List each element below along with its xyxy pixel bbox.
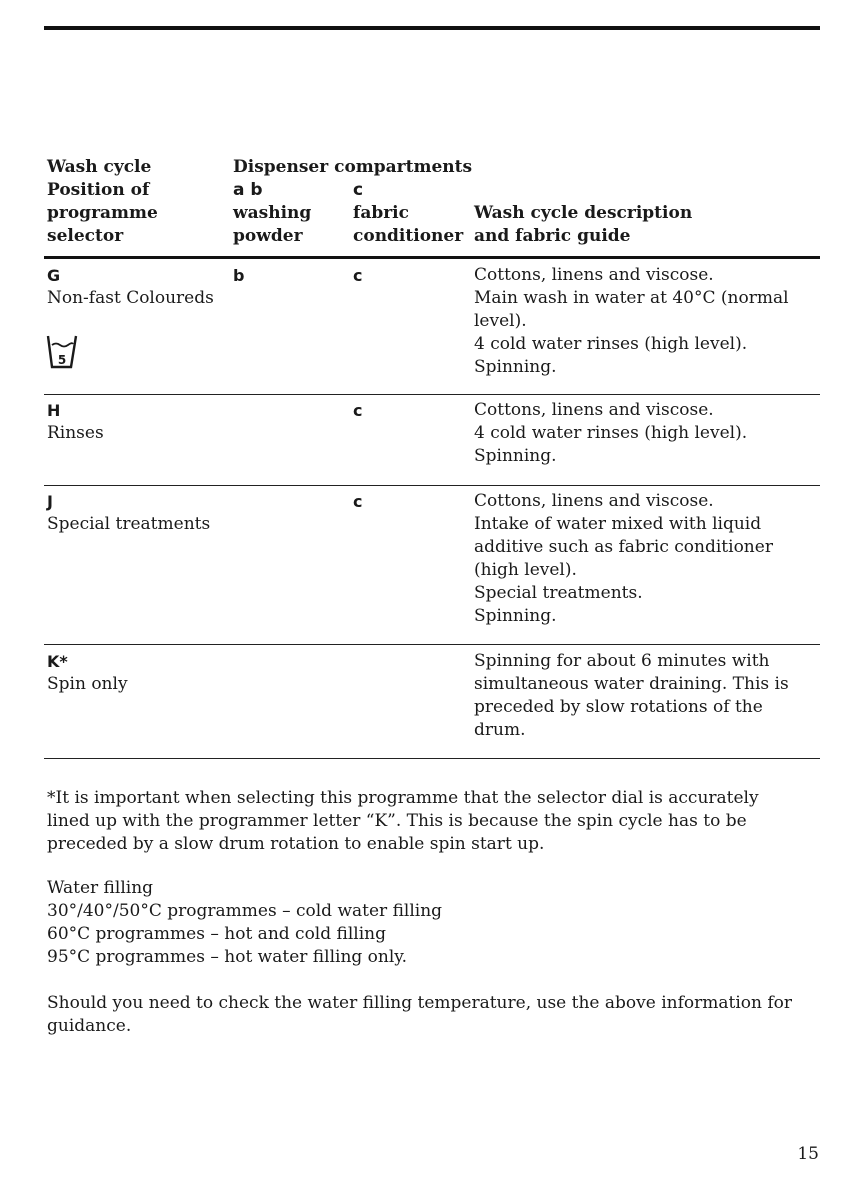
description-line: Spinning. bbox=[474, 446, 557, 466]
footnote-line: *It is important when selecting this programme that the selector dial is accurately bbox=[47, 788, 759, 808]
row-j-description bbox=[474, 490, 773, 628]
header-line: a b bbox=[233, 180, 263, 200]
header-col-position bbox=[47, 156, 158, 248]
programme-letter: G bbox=[47, 266, 61, 285]
programme-name: Non-fast Coloureds bbox=[47, 288, 214, 308]
water-filling-line: 95°C programmes – hot water filling only. bbox=[47, 947, 408, 967]
compartment-c: c bbox=[353, 492, 363, 511]
header-line: fabric bbox=[353, 203, 409, 223]
header-line: powder bbox=[233, 226, 303, 246]
header-line: c bbox=[353, 180, 364, 200]
header-line: Dispenser compartments bbox=[233, 157, 473, 177]
header-col-desc bbox=[474, 202, 692, 248]
header-col-ab bbox=[233, 179, 311, 248]
programme-letter: H bbox=[47, 401, 61, 420]
description-line: Cottons, linens and viscose. bbox=[474, 265, 714, 285]
row-j-c bbox=[353, 490, 362, 513]
programme-name: Special treatments bbox=[47, 514, 211, 534]
header-line: Wash cycle description bbox=[474, 203, 693, 223]
row-j-position bbox=[47, 490, 210, 536]
row-divider bbox=[44, 394, 820, 395]
guidance-line: Should you need to check the water filling temperature, use the above information for bbox=[47, 993, 793, 1013]
compartment-c: c bbox=[353, 266, 363, 285]
row-h-c bbox=[353, 399, 362, 422]
description-line: preceded by slow rotations of the bbox=[474, 697, 763, 717]
row-g-c bbox=[353, 264, 362, 287]
row-g-ab bbox=[233, 264, 244, 287]
care-temperature-number: 5 bbox=[57, 353, 67, 367]
water-filling-line: 60°C programmes – hot and cold filling bbox=[47, 924, 387, 944]
header-line: washing bbox=[233, 203, 312, 223]
header-dispenser-title bbox=[233, 156, 472, 179]
description-line: Spinning. bbox=[474, 357, 557, 377]
guidance-paragraph bbox=[47, 992, 792, 1038]
row-g-position bbox=[47, 264, 214, 310]
guidance-line: guidance. bbox=[47, 1016, 132, 1036]
footnote bbox=[47, 787, 759, 856]
row-g-description bbox=[474, 264, 789, 379]
footnote-line: preceded by a slow drum rotation to enable spin start up. bbox=[47, 834, 545, 854]
description-line: Spinning. bbox=[474, 606, 557, 626]
header-col-c bbox=[353, 179, 463, 248]
compartment-ab: b bbox=[233, 266, 245, 285]
description-line: Intake of water mixed with liquid bbox=[474, 514, 762, 534]
description-line: 4 cold water rinses (high level). bbox=[474, 423, 748, 443]
programme-letter: K* bbox=[47, 652, 68, 671]
description-line: simultaneous water draining. This is bbox=[474, 674, 789, 694]
description-line: 4 cold water rinses (high level). bbox=[474, 334, 748, 354]
header-line: programme bbox=[47, 203, 158, 223]
water-filling-line: Water filling bbox=[47, 878, 154, 898]
header-line: and fabric guide bbox=[474, 226, 631, 246]
programme-letter: J bbox=[47, 492, 53, 511]
water-filling-section bbox=[47, 877, 442, 969]
header-line: conditioner bbox=[353, 226, 464, 246]
description-line: Spinning for about 6 minutes with bbox=[474, 651, 770, 671]
description-line: Cottons, linens and viscose. bbox=[474, 491, 714, 511]
table-bottom-rule bbox=[44, 758, 820, 759]
row-divider bbox=[44, 644, 820, 645]
description-line: (high level). bbox=[474, 560, 577, 580]
programme-name: Rinses bbox=[47, 423, 104, 443]
description-line: level). bbox=[474, 311, 527, 331]
row-h-description bbox=[474, 399, 747, 468]
header-line: Wash cycle bbox=[47, 157, 152, 177]
programme-name: Spin only bbox=[47, 674, 128, 694]
header-line: selector bbox=[47, 226, 124, 246]
page-number: 15 bbox=[797, 1144, 819, 1164]
header-line: Position of bbox=[47, 180, 150, 200]
description-line: drum. bbox=[474, 720, 526, 740]
footnote-line: lined up with the programmer letter “K”. This is because the spin cycle has to be bbox=[47, 811, 747, 831]
row-divider bbox=[44, 485, 820, 486]
description-line: Cottons, linens and viscose. bbox=[474, 400, 714, 420]
header-rule bbox=[44, 256, 820, 259]
wash-tub-icon bbox=[46, 334, 78, 370]
row-k-position bbox=[47, 650, 128, 696]
row-h-position bbox=[47, 399, 104, 445]
description-line: additive such as fabric conditioner bbox=[474, 537, 773, 557]
water-filling-line: 30°/40°/50°C programmes – cold water filling bbox=[47, 901, 443, 921]
description-line: Special treatments. bbox=[474, 583, 643, 603]
compartment-c: c bbox=[353, 401, 363, 420]
top-rule bbox=[44, 26, 820, 30]
description-line: Main wash in water at 40°C (normal bbox=[474, 288, 789, 308]
row-k-description bbox=[474, 650, 789, 742]
